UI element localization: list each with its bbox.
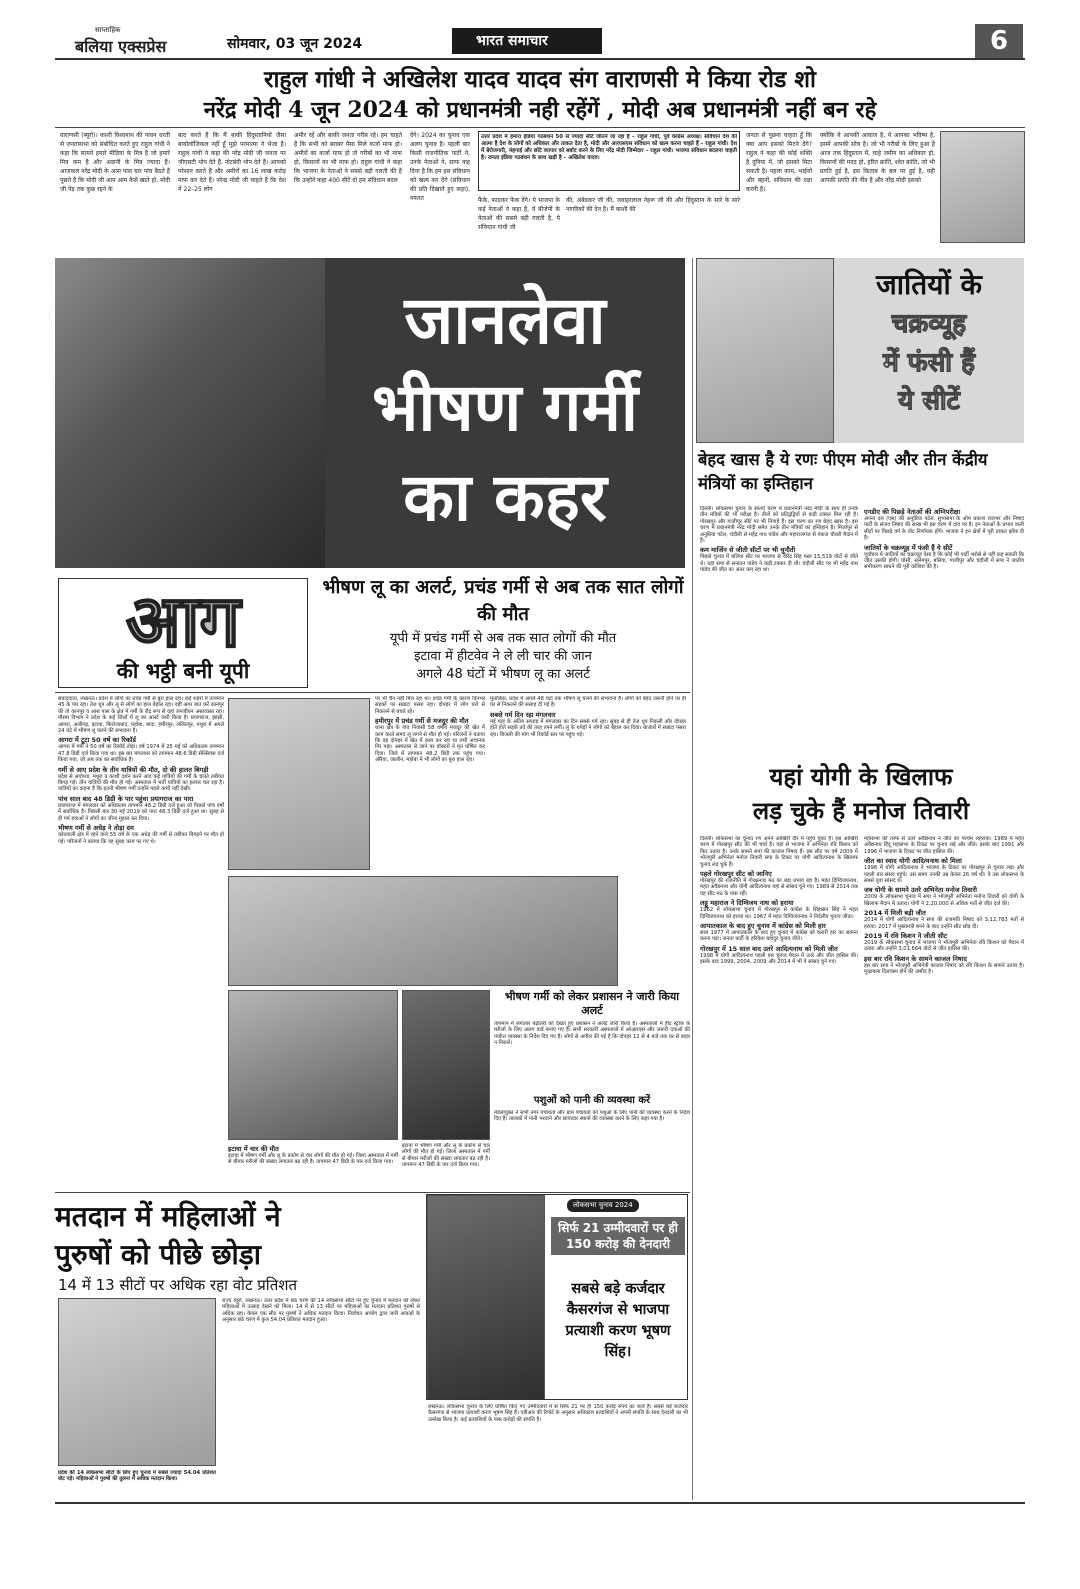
yogi-col1-sub2: लड्डू महाराज ने दिग्विजय नाथ को हराया: [700, 899, 794, 908]
yogi-col1-sub3: आपातकाल के बाद हुए चुनाव में कांग्रेस को मिली हार: [700, 922, 826, 931]
aag-big-text: आग: [125, 578, 241, 663]
right-top-col2-p1: अपना दल (एस) की अनुप्रिया पटेल, सुभासपा के ओम प्रकाश राजभर और निषाद पार्टी के संजय निषाद की साख भी इस चरण में दांव पर है। इन नेताओं के प्रभाव वाली सीटों पर पिछड़े वर्ग के वोट निर्णायक होंगे। भाजपा ने इन क्षेत्रों में पूरी ताकत झोंक दी है।: [864, 516, 1024, 542]
masthead: [55, 24, 1025, 60]
lead-divider: [55, 127, 1025, 128]
women-voters-photo: [58, 1298, 216, 1466]
brand-small: साप्ताहिक: [95, 26, 121, 34]
heat-col1-p4: प्रयागराज में मंगलवार को अधिकतम तापमान 48.2 डिग्री दर्ज हुआ जो पिछले पांच वर्षों में सर्वाधिक है। पिछली बार 30 मई 2019 को पारा 48.3 डिग्री दर्ज हुआ था। सुबह से ही गर्म हवाओं ने लोगों का जीना मुहाल कर दिया।: [58, 802, 224, 822]
issue-date: सोमवार, 03 जून 2024: [227, 36, 363, 52]
heat-col-3: [490, 696, 686, 872]
lead-col-5: फैंके, फाड़कर फेंक देंगे। ये भाजपा के कई नेताओं ने कहा है, ये बीजेपी के नेताओं की सबसे बड़ी गलती है, ये संविधान गांधी जी: [478, 197, 560, 231]
lead-col-3: अमीर रहें और बाकी जनता गरीब रहे। हम चाहते हैं कि सभी को बराबर पैसा मिले कर्जा माफ हो। अमीरों का कर्जा माफ हो तो गरीबों का भी माफ हो, किसानों का भी माफ हो। राहुल गांधी ने कहा कि भाजपा के नेताओं ने सबसे बड़ी गलती की है कि उन्होंने कहा 400 सीटें दो हम संविधान बदल: [294, 132, 402, 184]
right-top-headline: बेहद खास है ये रणः पीएम मोदी और तीन केंद्रीय मंत्रियों का इम्तिहान: [698, 450, 988, 493]
ad-text-1: सिर्फ 21 उम्मीदवारों पर ही 150 करोड़ की देनदारी: [551, 1217, 685, 1255]
section-label: भारत समाचार: [452, 28, 602, 54]
lead-col-1: वाराणसी (ब्यूरो)। काशी विश्वनाथ की पावन धरती से जनतासभा को संबोधित करते हुए राहुल गांधी ने कहा कि सामने हमारे मीडिया के मित्र है जो हमारे मित्र कम है और अडानी के मित्र ज्यादा हैं। आजकल नरेंद्र मोदी के आस पास चार पांच बैठते हैं पूछते हैं कि मोदी जी आप आम कैसे खाते हो, मोदी जी पेड़ तक कुछ रहने के: [60, 132, 170, 193]
heat-photo-covered-riders: [228, 990, 398, 1140]
yogi-col1-sub1: पहले गोरखपुर सीट को जानिए: [700, 870, 772, 879]
karan-bhushan-photo: [427, 1195, 545, 1400]
jaatiyon-title-4: ये सीटें: [898, 386, 960, 416]
heat-col-2b: [228, 1143, 398, 1187]
heat-feature-panel: [55, 258, 685, 568]
heat-col1-sub4: भीषण गर्मी से अधेड़ ने तोड़ा दम: [58, 824, 134, 833]
women-text: राज्य ब्यूरो, लखनऊ। उत्तर प्रदेश में छठे चरण की 14 लोकसभा सीटों पर हुए चुनाव में मतदान को लेकर महिलाओं में उत्साह देखने को मिला। 14 में से 13 सीटों पर महिलाओं का मतदान प्रतिशत पुरुषों से अधिक रहा। केवल एक सीट पर पुरुषों ने अधिक मतदान किया। निर्वाचन आयोग द्वारा जारी आंकड़ों के अनुसार छठे चरण में कुल 54.04 प्रतिशत मतदान हुआ।: [222, 1298, 420, 1324]
heat-col-2c: [402, 1143, 490, 1187]
jaatiyon-title-box: [834, 258, 1024, 443]
heat-col3-p2: मई माह के अंतिम सप्ताह में मंगलवार का दिन सबसे गर्म रहा। सुबह से ही तेज धूप निकली और दोपहर होते होते सड़कें तवे की तरह तपने लगीं। लू के थपेड़ों ने लोगों को बेहाल कर दिया। बाजारों में सन्नाटा पसरा रहा। बिजली की मांग भी रिकॉर्ड स्तर पर पहुंच गई।: [490, 718, 686, 738]
heat-col-1: [58, 696, 224, 1186]
animal-water-text: मंडलायुक्त ने सभी नगर पंचायतों और ग्राम पंचायतों को पशुओं के लिए पानी की व्यवस्था करने के निर्देश दिए हैं। तालाबों में पानी भरवाने और छायादार स्थानों की व्यवस्था करने के लिए कहा गया है।: [494, 1110, 690, 1123]
yogi-col2-sub5: इस बार रवि किशन के सामने काजल निषाद: [864, 954, 967, 963]
jaatiyon-title-1: जातियों के: [876, 268, 982, 301]
ad-banner: लोकसभा चुनाव 2024: [567, 1199, 639, 1212]
heat-col1-p1: संवाददाता, लखनऊ। प्रदेश में लोगों का प्रचंड गर्मी से बुरा हाल रहा। कई शहरों में तापमान 45 के पार रहा। तेज धूप और लू से लोगों का हाल बेहाल रहा। वहीं अगर बात करें कानपुर की तो कानपुर व आस पास के क्षेत्र में गर्मी के रौद्र रूप से वहां जनजीवन अस्तव्यस्त रहा। मौसम विभाग ने प्रदेश के कई जिलों में लू का अलर्ट जारी किया है। प्रयागराज, झांसी, आगरा, अलीगढ़, इटावा, फिरोजाबाद, महोबा, बांदा, हमीरपुर, ललितपुर, मथुरा में अगले 24 घंटे में भीषण लू चलने की संभावना है।: [58, 696, 224, 735]
brand-logo: [75, 26, 215, 58]
heat-col2-p1: पर भी चैन नहीं मिल रहा था। प्रचंड गर्मी के कारण दिनभर सड़कों पर सन्नाटा पसरा रहा। दोपहर में लोग घरों से निकलने से बचते रहे।: [375, 696, 485, 715]
heat-col3-p1: मुताबिक, प्रदेश में अगले 48 घंटों तक भीषण लू चलने की संभावना है। लोगों को बेहद जरूरी होने पर ही घर से निकलने की सलाह दी गई है।: [490, 696, 686, 709]
yogi-col1-sub4: गोरखपुर में 15 साल बाद उतरे आदित्यनाथ को मिली जीत: [700, 944, 838, 953]
heat-headline-2: भीषण गर्मी: [371, 368, 639, 446]
women-subheadline: 14 में 13 सीटों पर अधिक रहा वोट प्रतिशत: [58, 1276, 297, 1294]
lead-headline-1: राहुल गांधी ने अखिलेश यादव यादव संग वाराणसी मे किया रोड शो: [264, 66, 816, 93]
yogi-col1-p1: दिल्ली। लोकसभा का चुनाव रण अपने आखिरी दौर में पहुंच चुका है। इस आखिरी चरण में गोरखपुर सीट की भी चर्चा है। यहां से भाजपा ने अभिनेता रवि किशन को फिर उतारा है। उनके सामने सपा की काजल निषाद हैं। इस सीट पर वर्ष 2009 में भोजपुरी अभिनेता मनोज तिवारी सपा के टिकट पर योगी आदित्यनाथ के खिलाफ चुनाव लड़ चुके हैं।: [700, 836, 858, 868]
yogi-headline-1: यहां योगी के खिलाफ: [769, 762, 953, 791]
heat-subhead-2: इटावा में हीटवेव ने ले ली चार की जान: [414, 649, 592, 664]
women-headline: [55, 1198, 475, 1274]
yogi-col2-sub1: जीत का स्वाद योगी आदित्यनाथ को मिला: [864, 857, 962, 866]
yogi-col1-p4: साल 1977 में आपातकाल के बाद हुए चुनाव में कांग्रेस को करारी हार का सामना करना पड़ा। जनता पार्टी के हरिकेश बहादुर चुनाव जीते।: [700, 930, 858, 943]
heat-col1-p5: कोतवाली क्षेत्र में रहने वाले 55 वर्ष के एक अधेड़ की गर्मी से तबीयत बिगड़ने पर मौत हो गई। परिजनों ने बताया कि वह सुबह काम पर गए थे।: [58, 832, 224, 845]
lead-col-6: की, अंबेडकर जी की, जवाहरलाल नेहरू जी की और हिंदुस्तान के सारे के सारे नागरिकों की देन है। मैं काशी की: [566, 197, 740, 213]
yogi-col2-p5: 2019 के लोकसभा चुनाव में भाजपा ने भोजपुरी अभिनेता रवि किशन को मैदान में उतारा और उन्होंने 3,01,664 वोटों से जीत हासिल की।: [864, 940, 1024, 953]
lead-col-8: क्योंकि ये आपकी आवाज है, ये आपका भविष्य है, इसमें आपकी सोच है। जो भी गरीबों के लिए हुआ है आज तक हिंदुस्तान में, चाहे जमीन का अधिकार हो, किसानों की मदद हो, हरित क्रांति, श्वेत क्रांति, जो भी प्रगति हुई है, इस किताब के बल पर हुई है, यही आपकी प्रगति की नींव है और नरेंद्र मोदी इसको: [820, 132, 935, 184]
right-top-col1-sub: कम मार्जिन से जीती सीटों पर भी चुनौती: [700, 546, 796, 555]
yogi-col1-p3: 1962 में लोकसभा चुनाव में गोरखपुर से कांग्रेस के सिंहासन सिंह ने महंत दिग्विजयनाथ को हराया था। 1967 में महंत दिग्विजयनाथ ने निर्दलीय चुनाव जीता।: [700, 907, 858, 920]
right-top-col2-p2: पूर्वांचल में जातियों का चक्रव्यूह ऐसा है कि कोई भी पार्टी भरोसे से नहीं कह सकती कि जीत उसकी होगी। घोसी, सलेमपुर, बलिया, गाजीपुर और चंदौली में सपा ने जातीय समीकरण साधने की पूरी कोशिश की है।: [864, 551, 1024, 571]
women-headline-2: पुरुषों को पीछे छोड़ा: [55, 1238, 261, 1271]
heat-headline-3: का कहर: [403, 458, 607, 536]
yogi-col2-sub4: 2019 में रवि किशन ने जीती सीट: [864, 932, 948, 941]
ad-text-2: सबसे बड़े कर्जदार कैसरगंज से भाजपा प्रत्याशी करण भूषण सिंह।: [565, 1281, 671, 1360]
lead-quote: उत्तर प्रदेश में हमारा इंडिया गठबंधन 50 से ज्यादा सीटें जीतने जा रहा है – राहुल गांधी, पूर्व कांग्रेस अध्यक्ष। संविधान देश की आत्मा है देश के लोगों को अधिकार और ताकत देता है, मोदी और आरएसएस संविधान को खत्म करना चाहते हैं – राहुल गांधी। देश में बेरोजगारी, मंहगाई और छोटे व्यापार को बर्बाद करने के लिए नरेंद्र मोदी जिम्मेदार – राहुल गांधी। भाजपा संविधान बदलना चाहती है। जनता इंडिया गठबंधन के साथ खड़ी है – अखिलेश यादव।: [481, 134, 737, 161]
page-number: 6: [975, 24, 1023, 58]
right-top-col-2: [864, 506, 1024, 732]
main-column-rule: [692, 258, 693, 1500]
leaders-collage-photo: [696, 258, 834, 443]
jaatiyon-title-3: में फंसी हैं: [883, 348, 975, 378]
aag-box: [58, 578, 308, 688]
heat-col-2: [375, 696, 485, 872]
yogi-headline-2: लड़ चुके हैं मनोज तिवारी: [752, 796, 970, 825]
heat-col3-sub1: सबसे गर्म दिन रहा मंगलवार: [490, 710, 556, 719]
right-top-col1-p2: पिछले चुनाव में बलिया सीट पर भाजपा से वीरेंद्र सिंह मस्त 15,519 वोटों से जीते थे। यहां सपा से सनातन पांडेय ने कड़ी टक्कर दी थी। चंदौली सीट पर भी महेंद्र नाथ पांडेय की जीत का अंतर कम रहा था।: [700, 554, 858, 574]
heat-col2-p2: थाना क्षेत्र के गांव निवासी 58 वर्षीय मजदूर की खेत में काम करते समय लू लगने से मौत हो गई। परिजनों ने बताया कि वह दोपहर में खेत में काम कर रहा था तभी अचानक गिर पड़ा। अस्पताल ले जाने पर डॉक्टरों ने मृत घोषित कर दिया। जिले में तापमान 48.2 डिग्री तक पहुंच गया। औरैया, जालौन, महोबा में भी लोगों का बुरा हाल रहा।: [375, 725, 485, 764]
heat-col2-caption: इटावा में चार की मौत: [228, 1145, 279, 1153]
heat-photo-water-drink: [402, 990, 490, 1140]
right-top-col-1: [700, 506, 858, 732]
heat-subhead-3: अगले 48 घंटों में भीषण लू का अलर्ट: [416, 667, 590, 682]
heat-col2c-p: इटावा में भीषण गर्मी और लू के प्रकोप से चार लोगों की मौत हो गई। जिला अस्पताल में गर्मी से बीमार मरीजों की संख्या लगातार बढ़ रही है। तापमान 47 डिग्री के पार दर्ज किया गया।: [402, 1143, 490, 1169]
heat-headline-1: जानलेवा: [404, 281, 606, 359]
right-top-col1-p1: दिल्ली। लोकसभा चुनाव के सातवें चरण में प्रधानमंत्री नरेंद्र मोदी के साथ ही उनके तीन मंत्रियों की भी परीक्षा है। तीनों को प्रतिद्वंद्वियों से कड़ी टक्कर मिल रही है। गोरखपुर और गाजीपुर सीटें पर भी निगाहें हैं। इस चरण का रण बेहद खास है। इस चरण में प्रधानमंत्री नरेंद्र मोदी समेत उनके तीन मंत्रियों का इम्तिहान है। मिर्जापुर से अनुप्रिया पटेल, चंदौली से महेंद्र नाथ पांडेय और महाराजगंज से पंकज चौधरी मैदान में हैं।: [700, 506, 858, 545]
lead-col-4: देंगे। 2024 का चुनाव एक अलग चुनाव है। पहली बार किसी राजनीतिक पार्टी ने, उनके नेताओं ने, साफ कह दिया है कि हम इस संविधान को खत्म कर देंगे (संविधान की प्रति दिखाते हुए कहा), नफरत: [410, 132, 470, 202]
heat-photo-women-shade: [228, 698, 370, 870]
admin-alert-headline: भीषण गर्मी को लेकर प्रशासन ने जारी किया अलर्ट: [504, 990, 680, 1017]
heat-side-headline: भीषण लू का अलर्ट, प्रचंड गर्मी से अब तक सात लोगों की मौत: [322, 577, 684, 625]
brand-name: बलिया एक्सप्रेस: [75, 37, 167, 56]
yogi-col2-p2: 1998 में योगी आदित्यनाथ ने भाजपा के टिकट पर गोरखपुर से चुनाव लड़ा और पहली बार संसद पहुंचे। उस समय उनकी उम्र केवल 26 वर्ष थी। वे उस लोकसभा के सबसे युवा सांसद थे।: [864, 865, 1024, 885]
loan-ad-box: [426, 1194, 688, 1400]
lead-col-7: जनता से पूछना चाहता हूँ कि क्या आप इसको मिटने देंगे? राहुल ने कहा की कोई शक्ति है दुनिया में, जो इसको मिटा सकती है। पहला काम, भाईयों और बहनों, संविधान की रक्षा करनी है।: [746, 132, 812, 193]
right-top-col2-sub1: एनडीए की पिछड़े नेताओं की अग्निपरीक्षा: [864, 508, 961, 516]
page-bottom-rule: [55, 1502, 1025, 1504]
yogi-col2-p3: 2009 के लोकसभा चुनाव में सपा ने भोजपुरी अभिनेता मनोज तिवारी को योगी के खिलाफ मैदान में उतारा। योगी ने 2,20,000 से अधिक मतों से जीत दर्ज की।: [864, 894, 1024, 907]
yogi-col2-sub3: 2014 में मिली बड़ी जीत: [864, 909, 926, 918]
women-photo-caption: प्रदेश की 14 लोकसभा सीटों के लिए हुए चुनाव में सबसे ज्यादा 54.04 प्रतिशत वोट पड़े। महिलाओं ने पुरुषों की तुलना में अधिक मतदान किया।: [58, 1470, 216, 1483]
admin-alert: [494, 990, 690, 1190]
heat-col1-p2: आगरा में गर्मी ने 50 वर्ष का रिकॉर्ड तोड़ा। वर्ष 1974 में 25 मई को अधिकतम तापमान 47.8 डिग्री दर्ज किया गया था। इस बार मंगलवार को तापमान 48.6 डिग्री सेल्सियस दर्ज किया गया, जो अब तक का सर्वाधिक है।: [58, 744, 224, 764]
lead-headline-2: नरेंद्र मोदी 4 जून 2024 को प्रधानमंत्री नही रहेंगें , मोदी अब प्रधानमंत्री नहीं बन रहे: [203, 97, 877, 123]
ad-body: लखनऊ। लोकसभा चुनाव के लिए घोषित किए गए उम्मीदवारों में से सिर्फ 21 पर ही 150 करोड़ रुपये का कर्ज है। सबसे बड़े कर्जदार कैसरगंज से भाजपा प्रत्याशी करण भूषण सिंह हैं। एडीआर की रिपोर्ट के अनुसार अधिकांश प्रत्याशियों ने अपनी संपत्ति के साथ देनदारी का भी उल्लेख किया है। कई प्रत्याशियों के पास करोड़ों की संपत्ति है।: [428, 1404, 688, 1423]
lead-quote-box: [478, 131, 740, 191]
heat-headline: [325, 278, 685, 558]
yogi-headline: [698, 760, 1024, 828]
heat-col1-sub1: आगरा में टूटा 50 वर्ष का रिकॉर्ड: [58, 736, 136, 745]
admin-alert-text: तापमान में लगातार बढ़ोतरी को देखते हुए प्रशासन ने अलर्ट जारी किया है। अस्पतालों में हीट स्ट्रोक के मरीजों के लिए अलग वार्ड बनाए गए हैं। सभी सरकारी अस्पतालों में ओआरएस और जरूरी दवाओं की पर्याप्त व्यवस्था के निर्देश दिए गए हैं। लोगों से अपील की गई है कि दोपहर 12 से 4 बजे तक घर से बाहर न निकलें।: [494, 1021, 690, 1047]
heat-col1-sub2: गर्मी से आए प्रदेश के तीन यात्रियों की मौत, दो की हालत बिगड़ी: [58, 765, 209, 774]
right-top-col2-sub2: जातियों के चक्रव्यूह में फंसी हैं ये सीटें: [864, 543, 953, 552]
heat-subhead-1: यूपी में प्रचंड गर्मी से अब तक सात लोगों की मौत: [389, 631, 617, 646]
yogi-col1-p5: 1998 में योगी आदित्यनाथ पहली बार चुनाव मैदान में उतरे और जीत हासिल की। इसके बाद 1999, 2004, 2009 और 2014 में भी वे सांसद चुने गए।: [700, 952, 858, 966]
yogi-col2-p4: 2014 में योगी आदित्यनाथ ने सपा की राजमति निषाद को 3,12,783 मतों से हराया। 2017 में मुख्यमंत्री बनने के बाद उन्होंने सीट छोड़ दी।: [864, 917, 1024, 930]
yogi-col2-sub2: जब योगी के सामने उतरे अभिनेता मनोज तिवारी: [864, 886, 977, 895]
lead-col-2: बाद करते हैं कि मैं बाकी हिंदुस्तानियों जैसा बायोलॉजिकल नहीं हूँ मुझे परमात्मा ने भेजा है। राहुल गांधी ने कहा की नरेंद्र मोदी जी जनता पर जीएसटी थोप देते हैं, नोटबंदी थोप देते हैं। आपको परेशान करते हैं और अमीरों का 16 लाख करोड़ माफ कर देते हैं। नरेन्द्र मोदी जी चाहते हैं कि देश में 22–25 लोग: [178, 132, 286, 193]
heat-woman-photo: [55, 258, 325, 568]
heat-photo-umbrella-street: [228, 876, 618, 986]
yogi-col2-p1: महासभा की तरफ से उतरे अवैद्यनाथ ने जीत का परचम लहराया। 1989 में महंत अवैद्यनाथ हिंदू महासभा के टिकट पर चुनाव लड़े और जीते। इसके बाद 1991 और 1996 में भाजपा के टिकट पर जीत हासिल की।: [864, 836, 1024, 855]
heat-col1-sub3: पांच साल बाद 48 डिग्री के पार पहुंचा प्रयागराज का पारा: [58, 794, 194, 803]
women-headline-1: मतदान में महिलाओं ने: [55, 1200, 281, 1233]
rahul-gandhi-photo: [940, 131, 1025, 243]
animal-water-headline: पशुओं को पानी की व्यवस्था करें: [533, 1095, 651, 1106]
heat-side-subheads: [318, 630, 688, 684]
heat-bottom-divider: [55, 1192, 690, 1193]
yogi-col2-p6: इस बार सपा ने भोजपुरी अभिनेत्री काजल निषाद को रवि किशन के सामने उतारा है। मुकाबला दिलचस्प होने की उम्मीद है।: [864, 962, 1024, 976]
heat-col1-p3: प्रदेश से अयोध्या, मथुरा व काशी दर्शन करने आए कई यात्रियों की गर्मी के चलते तबीयत बिगड़ गई। तीन यात्रियों की मौत हो गई। अस्पताल में भर्ती यात्रियों का इलाज चल रहा है। यात्रियों का कहना है कि इतनी भीषण गर्मी उन्होंने पहले कभी नहीं देखी।: [58, 773, 224, 793]
yogi-col1-p2: गोरखपुर की राजनीति में गोरक्षनाथ मठ का बड़ा प्रभाव रहा है। महंत दिग्विजयनाथ, महंत अवैद्यनाथ और योगी आदित्यनाथ यहां से सांसद चुने गए। 1989 से 2014 तक यह सीट मठ के पास रही।: [700, 878, 858, 897]
heat-col2-p3: इटावा में भीषण गर्मी और लू के प्रकोप से चार लोगों की मौत हो गई। जिला अस्पताल में गर्मी से बीमार मरीजों की संख्या लगातार बढ़ रही है। तापमान 47 डिग्री के पार दर्ज किया गया।: [228, 1153, 398, 1166]
yogi-col-2: [864, 836, 1024, 1498]
jaatiyon-title-2: चक्रव्यूह: [891, 309, 967, 339]
heat-divider: [55, 692, 690, 693]
aag-small-text: की भट्ठी बनी यूपी: [116, 659, 250, 683]
yogi-col-1: [700, 836, 858, 1498]
heat-col2-sub1: हमीरपुर में प्रचंड गर्मी से मजदूर की मौत: [375, 717, 469, 726]
